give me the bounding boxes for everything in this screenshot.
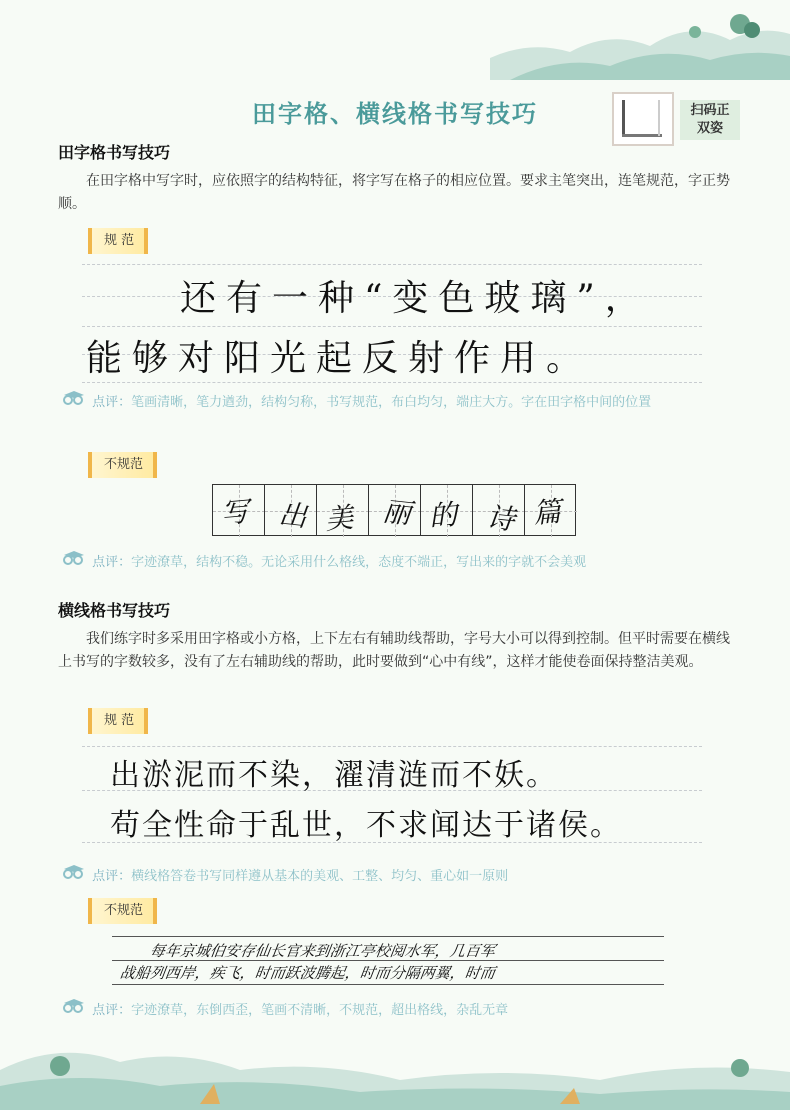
comment-lead: 点评： xyxy=(92,1003,132,1018)
comment-lead: 点评： xyxy=(92,555,132,570)
comment-icon xyxy=(62,869,92,884)
comment-text: 横线格答卷书写同样遵从基本的美观、工整、均匀、重心如一原则 xyxy=(131,869,509,884)
comment-text: 字迹潦草，东倒西歪，笔画不清晰，不规范，超出格线，杂乱无章 xyxy=(131,1003,509,1018)
section2-good-comment xyxy=(62,864,742,887)
grid-cell xyxy=(264,484,316,536)
grid-cell xyxy=(472,484,524,536)
comment-lead: 点评： xyxy=(92,395,132,410)
grid-cell xyxy=(524,484,576,536)
qr-block xyxy=(612,92,740,146)
grid-cell xyxy=(316,484,368,536)
comment-icon xyxy=(62,555,92,570)
section2-good-tag: 规 范 xyxy=(88,708,148,734)
grid-char: 篇 xyxy=(531,494,563,531)
grid-char: 写 xyxy=(219,494,251,531)
section2-paragraph: 我们练字时多采用田字格或小方格，上下左右有辅助线帮助，字号大小可以得到控制。但平时需要在横线上书写的字数较多，没有了左右辅助线的帮助，此时要做到“心中有线”，这样才能使卷面保持整洁美观。 xyxy=(58,631,730,670)
grid-char: 诗 xyxy=(485,500,517,537)
section2-bad-line2: 战船列西岸，疾飞，时而跃波腾起，时而分隔两翼，时而 xyxy=(118,964,497,982)
section1-good-line1: 还有一种“变色玻璃”， xyxy=(180,278,651,319)
section2-good-line1: 出淤泥而不染，濯清涟而不妖。 xyxy=(110,758,558,793)
section1-good-comment xyxy=(62,390,742,413)
section1-good-line2: 能够对阳光起反射作用。 xyxy=(86,338,593,379)
page-title: 田字格、横线格书写技巧 xyxy=(252,100,538,128)
grid-char: 的 xyxy=(427,497,459,534)
qr-code-icon xyxy=(612,92,674,146)
mountain-decoration-bottom xyxy=(0,1000,790,1110)
comment-text: 字迹潦草，结构不稳。无论采用什么格线，态度不端正，写出来的字就不会美观 xyxy=(131,555,587,570)
section2-bad-tag: 不规范 xyxy=(88,898,157,924)
mountain-decoration-top xyxy=(490,0,790,80)
qr-label-line1: 扫码正 xyxy=(690,103,730,118)
grid-char: 丽 xyxy=(381,494,413,531)
section1-bad-comment xyxy=(62,550,742,573)
section1-good-tag: 规 范 xyxy=(88,228,148,254)
grid-char: 美 xyxy=(323,500,355,537)
comment-icon xyxy=(62,395,92,410)
comment-text: 笔画清晰，笔力遒劲，结构匀称，书写规范，布白均匀，端庄大方。字在田字格中间的位置 xyxy=(131,395,652,410)
section2-good-line2: 苟全性命于乱世，不求闻达于诸侯。 xyxy=(110,808,622,843)
grid-cell xyxy=(420,484,472,536)
grid-cell xyxy=(212,484,264,536)
section1-heading: 田字格书写技巧 xyxy=(58,143,171,162)
section1-bad-grid xyxy=(212,484,576,536)
grid-char: 出 xyxy=(277,497,309,534)
comment-lead: 点评： xyxy=(92,869,132,884)
qr-label xyxy=(680,100,740,140)
qr-label-line2: 双姿 xyxy=(696,121,723,136)
section1-paragraph: 在田字格中写字时，应依照字的结构特征，将字写在格子的相应位置。要求主笔突出，连笔规范，字正势顺。 xyxy=(58,173,730,212)
section1-bad-tag: 不规范 xyxy=(88,452,157,478)
section2-bad-line1: 每年京城伯安存仙长官来到浙江亭校阅水军，几百军 xyxy=(148,942,497,960)
grid-cell xyxy=(368,484,420,536)
section2-heading: 横线格书写技巧 xyxy=(58,601,171,620)
